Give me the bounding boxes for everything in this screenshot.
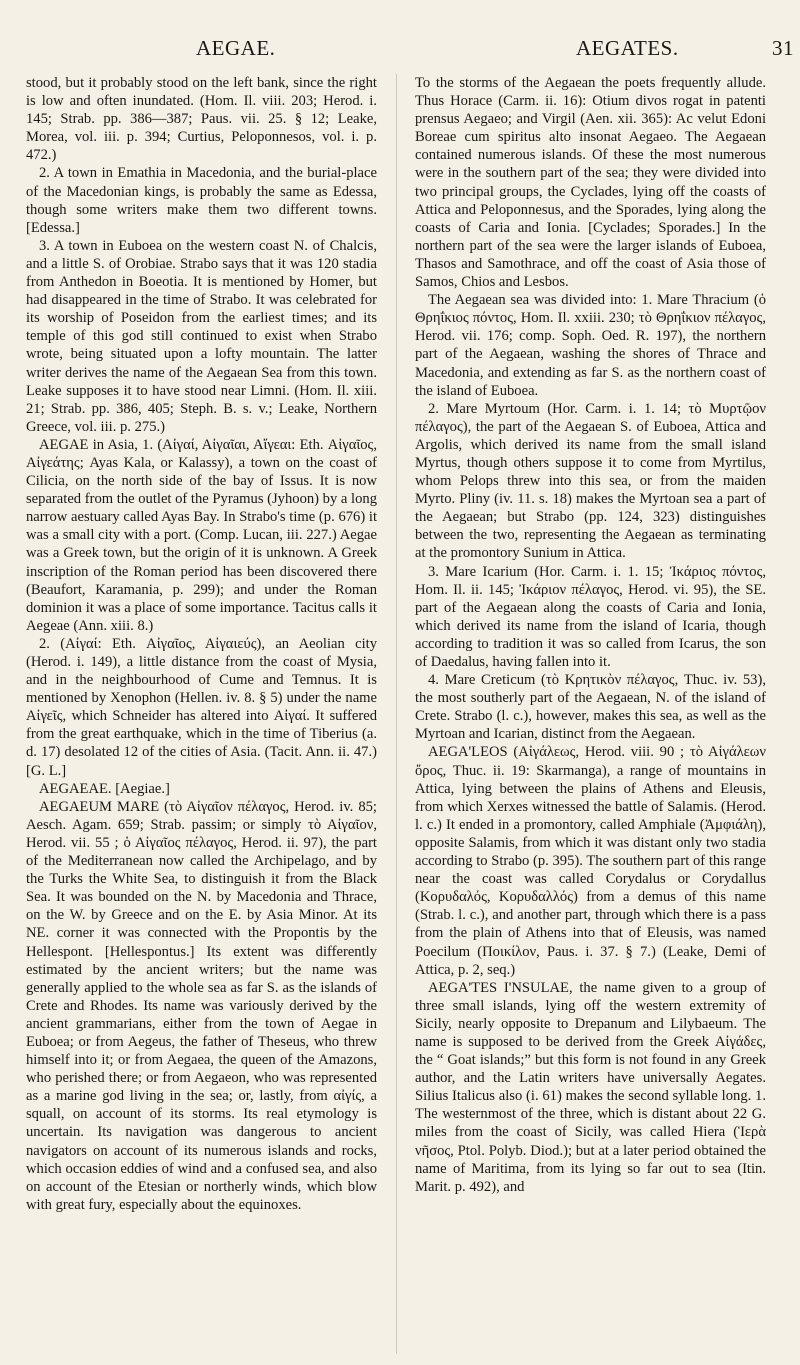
left-column (26, 74, 377, 1354)
paragraph: AEGAEUM MARE (τὸ Αἰγαῖον πέλαγος, Herod. iv. 85; Aesch. Agam. 659; Strab. passim; or simply τὸ Αἰγαῖον, Herod. vii. 55 ; ὁ Αἰγαῖος πέλαγος, Herod. ii. 97), the part of the Mediterranean now called the Archipelago, and by the Turks the White Sea, to distinguish it from the Black Sea. It was bounded on the N. by Macedonia and Thrace, on the W. by Greece and on the E. by Asia Minor. At its NE. corner it was connected with the Propontis by the Hellespont. [Hellespontus.] Its extent was differently estimated by the ancient writers; but the name was generally applied to the whole sea as far S. as the islands of Crete and Rhodes. Its name was variously derived by the ancient grammarians, either from the town of Aegae in Euboea; or from Aegeus, the father of Theseus, who threw himself into it; or from Aegaea, the queen of the Amazons, who perished there; or from Aegaeon, who was represented as a marine god living in the sea; or, lastly, from αἰγίς, a squall, on account of its storms. Its real etymology is uncertain. Its navigation was dangerous to ancient navigators on account of its numerous islands and rocks, which occasion eddies of wind and a confused sea, and also on account of the Etesian or northerly winds, which blow with great fury, especially about the equinoxes. (26, 798, 377, 1213)
right-column (415, 74, 766, 1354)
paragraph: 2. (Αἰγαί: Eth. Αἰγαῖος, Αἰγαιεύς), an Aeolian city (Herod. i. 149), a little distance from the coast of Mysia, and in the neighbourhood of Cume and Temnus. It is mentioned by Xenophon (Hellen. iv. 8. § 5) under the name Αἰγεῖς, which Schneider has altered into Αἰγαί. It suffered from the great earthquake, which in the time of Tiberius (a. d. 17) desolated 12 of the cities of Asia. (Tacit. Ann. ii. 47.) [G. L.] (26, 635, 377, 779)
right-running-title: AEGATES. (576, 36, 679, 60)
left-running-title: AEGAE. (196, 36, 276, 60)
page-number: 31 (772, 36, 794, 60)
paragraph: 2. Mare Myrtoum (Hor. Carm. i. 1. 14; τὸ Μυρτῷον πέλαγος), the part of the Aegaean S. of Euboea, Attica and Argolis, which derived its name from the small island Myrtus, though others suppose it to come from Myrtilus, whom Pelops threw into this sea, or from the maiden Myrto. Pliny (iv. 11. s. 18) makes the Myrtoan sea a part of the Aegaean; but Strabo (pp. 124, 323) distinguishes between the two, representing the Aegaean as terminating at the promontory Sunium in Attica. (415, 400, 766, 562)
column-divider (396, 74, 397, 1354)
paragraph: AEGAEAE. [Aegiae.] (39, 780, 170, 797)
paragraph: 2. A town in Emathia in Macedonia, and the burial-place of the Macedonian kings, is probably the same as Edessa, though some writers make them two different towns. [Edessa.] (26, 165, 377, 236)
paragraph: To the storms of the Aegaean the poets frequently allude. Thus Horace (Carm. ii. 16): Otium divos rogat in patenti prensus Aegaeo; and Virgil (Aen. xii. 365): Ac velut Edoni Boreae cum spiritus alto insonat Aegaeo. The Aegaean contained numerous islands. Of these the most numerous were in the southern part of the sea; they were divided into two principal groups, the Cyclades, lying off the coasts of Attica and Peloponnesus, and the Sporades, lying along the coasts of Caria and Ionia. [Cyclades; Sporades.] In the northern part of the sea were the larger islands of Euboea, Thasos and Samothrace, and off the coast of Asia those of Samos, Chios and Lesbos. (415, 75, 766, 291)
paragraph: AEGAE in Asia, 1. (Αἰγαί, Αἰγαῖαι, Αἴγεαι: Eth. Αἰγαῖος, Αἰγεάτης; Ayas Kala, or Kalassy), a town on the coast of Cilicia, on the north side of the bay of Issus. It is now separated from the outlet of the Pyramus (Jyhoon) by a long narrow aestuary called Ayas Bay. In Strabo's time (p. 676) it was a small city with a port. (Comp. Lucan, iii. 227.) Aegae was a Greek town, but the origin of it is unknown. A Greek inscription of the Roman period has been discovered there (Beaufort, Karamania, p. 299); and under the Roman dominion it was a place of some importance. Tacitus calls it Aegeae (Ann. xiii. 8.) (26, 436, 377, 634)
paragraph: 3. Mare Icarium (Hor. Carm. i. 1. 15; Ἰκάριος πόντος, Hom. Il. ii. 145; Ἰκάριον πέλαγος, Herod. vi. 95), the SE. part of the Aegaean along the coasts of Caria and Ionia, which derived its name from the island of Icaria, though according to tradition it was so called from Icarus, the son of Daedalus, having fallen into it. (415, 563, 766, 670)
running-header (0, 36, 800, 66)
paragraph: The Aegaean sea was divided into: 1. Mare Thracium (ὁ Θρηΐκιος πόντος, Hom. Il. xxiii. 230; τὸ Θρηΐκιον πέλαγος, Herod. vii. 176; comp. Soph. Oed. R. 197), the northern part of the Aegaean, washing the shores of Thrace and Macedonia, and extending as far S. as the northern coast of the island of Euboea. (415, 292, 766, 399)
paragraph: AEGA'LEOS (Αἰγάλεως, Herod. viii. 90 ; τὸ Αἰγάλεων ὄρος, Thuc. ii. 19: Skarmanga), a range of mountains in Attica, lying between the plains of Athens and Eleusis, from which Xerxes witnessed the battle of Salamis. (Herod. l. c.) It ended in a promontory, called Amphiale (Ἀμφιάλη), opposite Salamis, from which it was distant only two stadia according to Strabo (p. 395). The southern part of this range near the coast was called Corydalus or Corydallus (Κορυδαλός, Κορυδαλλός) from a demus of this name (Strab. l. c.), and another part, through which there is a pass from the plain of Athens into that of Eleusis, was named Poecilum (Ποικίλον, Paus. i. 37. § 7.) (Leake, Demi of Attica, p. 2, seq.) (415, 744, 766, 978)
paragraph: 4. Mare Creticum (τὸ Κρητικὸν πέλαγος, Thuc. iv. 53), the most southerly part of the Aegaean, N. of the island of Crete. Strabo (l. c.), however, makes this sea, as well as the Myrtoan and Icarian, distinct from the Aegaean. (415, 672, 766, 743)
paragraph: 3. A town in Euboea on the western coast N. of Chalcis, and a little S. of Orobiae. Strabo says that it was 120 stadia from Anthedon in Boeotia. It is mentioned by Homer, but had disappeared in the time of Strabo. It was celebrated for its worship of Poseidon from the earliest times; and its temple of this god still continued to exist when Strabo wrote, being situated upon a lofty mountain. The latter writer derives the name of the Aegaean Sea from this town. Leake supposes it to have stood near Limni. (Hom. Il. xiii. 21; Strab. pp. 386, 405; Steph. B. s. v.; Leake, Northern Greece, vol. iii. p. 275.) (26, 237, 377, 435)
paragraph: stood, but it probably stood on the left bank, since the right is low and often inundated. (Hom. Il. viii. 203; Herod. i. 145; Strab. pp. 386—387; Paus. vii. 25. § 12; Leake, Morea, vol. iii. p. 394; Curtius, Peloponnesos, vol. i. p. 472.) (26, 75, 377, 164)
paragraph: AEGA'TES I'NSULAE, the name given to a group of three small islands, lying off the western extremity of Sicily, nearly opposite to Drepanum and Lilybaeum. The name is supposed to be derived from the Greek Αἰγάδες, the “ Goat islands;” but this form is not found in any Greek author, and the Latin writers have universally Aegates. Silius Italicus also (i. 61) makes the second syllable long. 1. The westernmost of the three, which is distant about 22 G. miles from the coast of Sicily, was called Hiera (Ἱερὰ νῆσος, Ptol. Polyb. Diod.); but at a later period obtained the name of Maritima, from its lying so far out to sea (Itin. Marit. p. 492), and (415, 979, 766, 1195)
